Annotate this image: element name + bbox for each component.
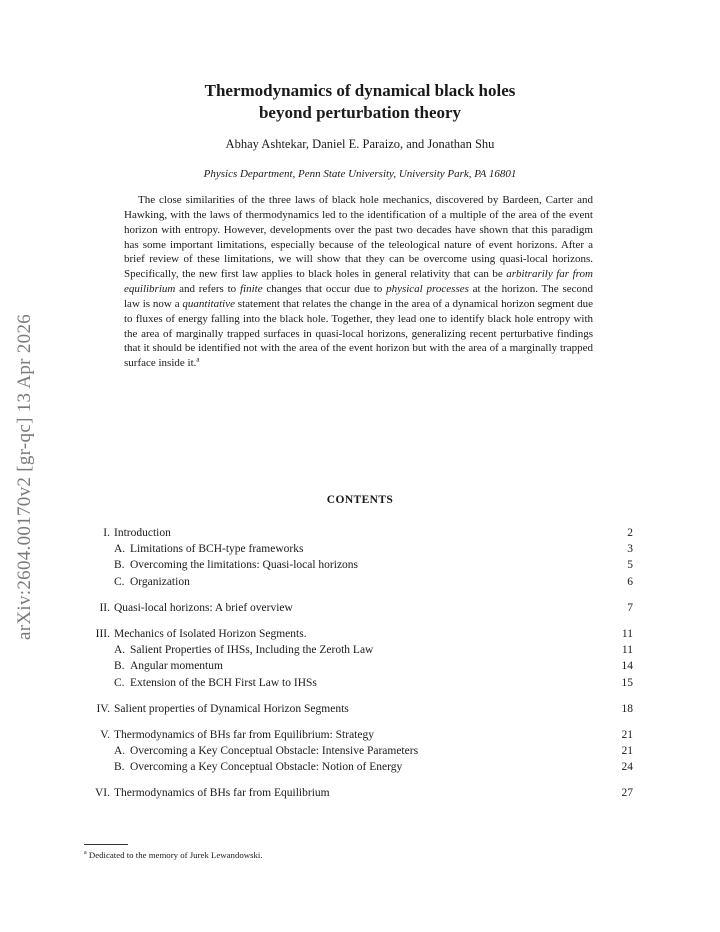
toc-section-title: Mechanics of Isolated Horizon Segments. <box>114 627 307 640</box>
toc-page-number: 24 <box>621 761 633 774</box>
toc-page-number: 3 <box>627 543 633 556</box>
toc-subsection-title: Overcoming the limitations: Quasi-local horizons <box>130 559 359 572</box>
toc-entry[interactable] <box>84 527 633 543</box>
toc-subsection-title: Organization <box>130 575 190 588</box>
footnote-mark: a <box>84 850 87 857</box>
title-line-1: Thermodynamics of dynamical black holes <box>204 81 516 100</box>
toc-page-number: 21 <box>621 728 633 741</box>
footnote <box>84 850 263 860</box>
toc-subentry[interactable] <box>84 644 633 660</box>
abstract-emphasis-1: arbitrarily far from equilibrium <box>124 268 593 296</box>
toc-page-number: 27 <box>621 787 633 800</box>
toc-section-number: VI. <box>94 787 110 800</box>
contents-heading: CONTENTS <box>326 494 394 506</box>
toc-subentry[interactable] <box>84 543 633 559</box>
footnote-text: Dedicated to the memory of Jurek Lewandowski. <box>88 850 263 860</box>
abstract-text-2: and refers to <box>175 283 240 296</box>
abstract-text-1: The close similarities of the three laws of black hole mechanics, discovered by Bardeen, Carter and Hawking, with the laws of thermodynamics led to the identification of a multiple of the area of the event horizon with entropy. However, developments over the past two decades have shown that this paradigm has some important limitations, especially because of the teleological nature of event horizons. After a brief review of these limitations, we will show that they can be overcome using quasi-local horizons. Specifically, the new first law applies to black holes in general relativity that can be <box>124 194 593 281</box>
toc-entry[interactable] <box>84 787 633 803</box>
toc-page-number: 11 <box>621 627 633 640</box>
toc-section-title: Introduction <box>114 527 171 539</box>
author-list: Abhay Ashtekar, Daniel E. Paraizo, and Jonathan Shu <box>225 137 495 151</box>
toc-subentry[interactable] <box>84 660 633 676</box>
toc-subsection-letter: C. <box>114 575 125 588</box>
toc-subsection-letter: A. <box>114 745 126 758</box>
toc-section <box>84 703 633 719</box>
toc-page-number: 18 <box>621 702 633 715</box>
toc-page-number: 2 <box>627 527 633 539</box>
abstract-emphasis-3: physical processes <box>386 283 469 296</box>
paper-title <box>0 80 720 124</box>
arxiv-identifier: arXiv:2604.00170v2 [gr-qc] 13 Apr 2026 <box>14 313 35 640</box>
toc-section <box>84 729 633 778</box>
toc-section <box>84 787 633 803</box>
toc-section-title: Salient properties of Dynamical Horizon Segments <box>114 702 349 715</box>
toc-section <box>84 527 633 592</box>
toc-section-title: Thermodynamics of BHs far from Equilibrium <box>114 787 330 800</box>
toc-subsection-letter: A. <box>114 644 126 657</box>
toc-page-number: 21 <box>621 745 633 758</box>
toc-subentry[interactable] <box>84 576 633 592</box>
toc-section <box>84 628 633 693</box>
toc-section-number: III. <box>95 627 110 640</box>
toc-subentry[interactable] <box>84 677 633 693</box>
toc-subsection-title: Salient Properties of IHSs, Including the Zeroth Law <box>130 644 374 657</box>
toc-section-title: Thermodynamics of BHs far from Equilibrium: Strategy <box>114 728 374 741</box>
toc-section <box>84 602 633 618</box>
title-line-2: beyond perturbation theory <box>258 103 462 122</box>
toc-subentry[interactable] <box>84 745 633 761</box>
toc-page-number: 11 <box>621 644 633 657</box>
abstract-text-5: statement that relates the change in the area of a dynamical horizon segment due to fluxes of energy falling into the black hole. Together, they lead one to identify black hole entropy with the area of marginally trapped surfaces in quasi-local horizons, generalizing recent perturbative findings that it should be identified not with the area of the event horizon but with the area of a marginally trapped surface inside it. <box>124 297 593 370</box>
toc-subsection-letter: B. <box>114 761 125 774</box>
abstract-text-3: changes that occur due to <box>262 283 387 296</box>
affiliation: Physics Department, Penn State University, University Park, PA 16801 <box>203 168 517 180</box>
toc-entry[interactable] <box>84 703 633 719</box>
toc-subsection-letter: B. <box>114 559 125 572</box>
toc-page-number: 5 <box>627 559 633 572</box>
footnote-divider <box>84 844 128 845</box>
toc-entry[interactable] <box>84 602 633 618</box>
toc-subsection-letter: B. <box>114 660 125 673</box>
toc-subsection-letter: C. <box>114 676 125 689</box>
toc-section-number: I. <box>103 527 110 539</box>
toc-page-number: 6 <box>627 575 633 588</box>
toc-page-number: 7 <box>627 601 633 614</box>
toc-subentry[interactable] <box>84 559 633 575</box>
abstract-emphasis-2: finite <box>239 283 263 296</box>
toc-subsection-title: Limitations of BCH-type frameworks <box>130 543 304 556</box>
toc-section-title: Quasi-local horizons: A brief overview <box>114 601 293 614</box>
toc-page-number: 14 <box>621 660 633 673</box>
toc-subsection-letter: A. <box>114 543 126 556</box>
toc-entry[interactable] <box>84 729 633 745</box>
toc-subsection-title: Overcoming a Key Conceptual Obstacle: Intensive Parameters <box>130 745 419 758</box>
table-of-contents <box>84 527 633 814</box>
toc-subsection-title: Extension of the BCH First Law to IHSs <box>130 676 317 689</box>
toc-section-number: II. <box>99 601 110 614</box>
toc-section-number: V. <box>100 728 110 741</box>
footnote-reference[interactable]: a <box>196 355 200 364</box>
toc-page-number: 15 <box>621 676 633 689</box>
toc-subsection-title: Overcoming a Key Conceptual Obstacle: Notion of Energy <box>130 761 403 774</box>
abstract <box>124 193 593 371</box>
toc-section-number: IV. <box>96 702 110 715</box>
toc-subentry[interactable] <box>84 761 633 777</box>
toc-subsection-title: Angular momentum <box>130 660 223 673</box>
abstract-emphasis-4: quantitative <box>182 297 235 310</box>
abstract-text-4: at the horizon. The second law is now a <box>124 283 593 310</box>
toc-entry[interactable] <box>84 628 633 644</box>
